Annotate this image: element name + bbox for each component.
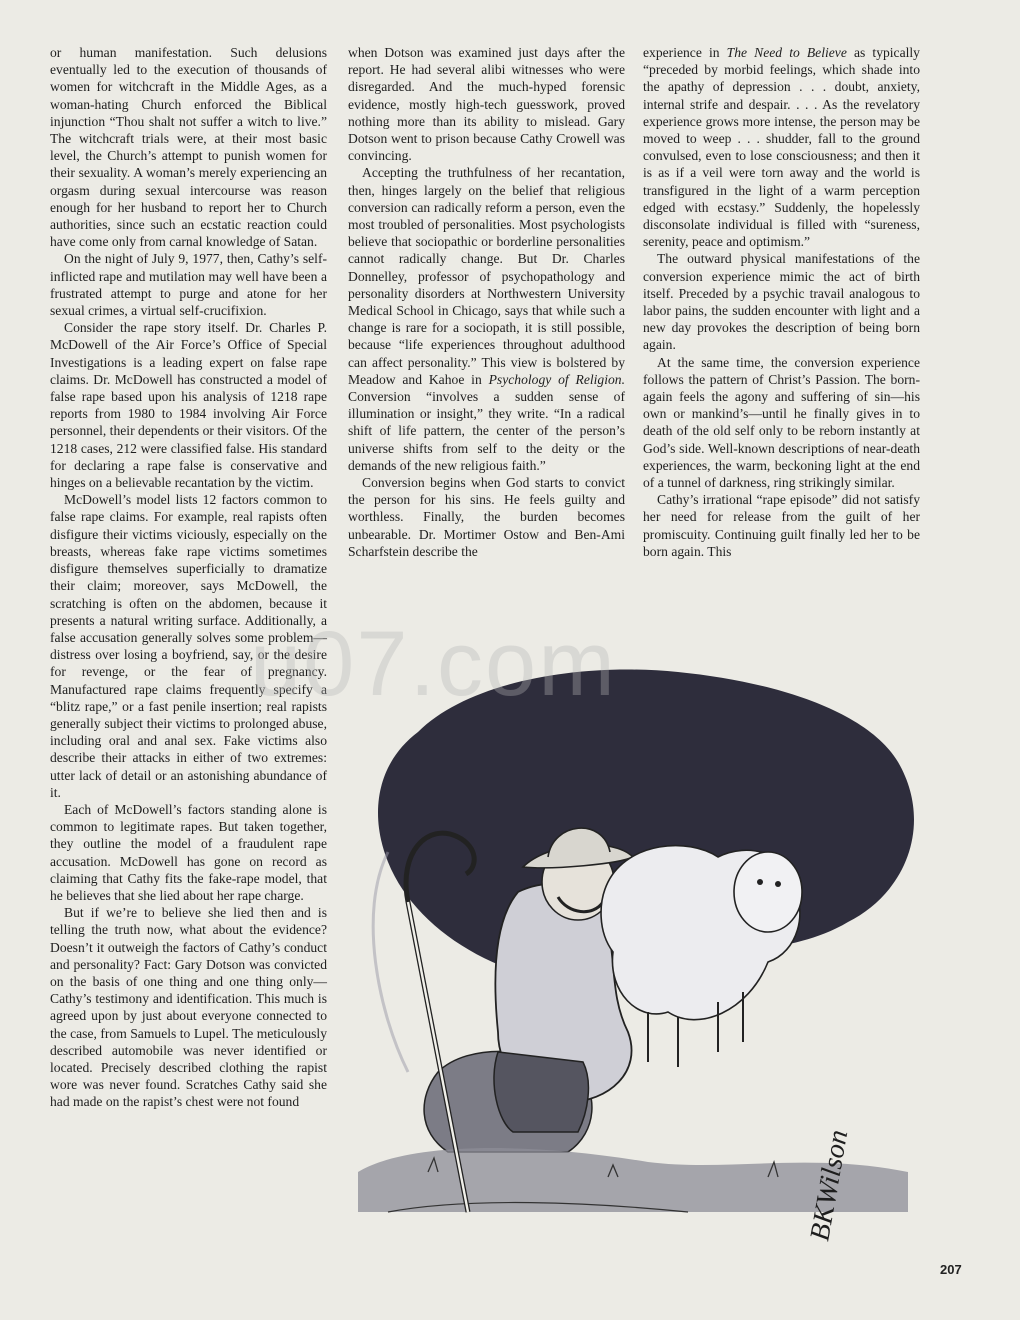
paragraph: But if we’re to believe she lied then and is telling the truth now, what about the evidence? Doesn’t it outweigh the factors of Cathy’s conduct and personality? Fact: Gary Dotson was convicted on the basis of one thing and one thing only—Cathy’s testimony and identification. This much is agreed upon by just about everyone connected to the case, from Samuels to Lupel. The meticulously described automobile was never identified or located. Precisely described clothing the rapist wore was never found. Scratches Cathy said she had made on the rapist’s chest were not found bbox=[50, 905, 327, 1110]
book-title: The Need to Believe bbox=[726, 45, 847, 60]
paragraph: or human manifestation. Such delusions eventually led to the execution of thousands of women for witchcraft in the Middle Ages, as a woman-hating Church enforced the Biblical injunction “Thou shalt not suffer a witch to live.” The witchcraft trials were, at their most basic level, the Church’s attempt to punish women for their sexuality. A woman’s merely experiencing an orgasm during sexual intercourse was reason enough for her husband to report her to Church authorities, since such an ecstatic reaction could have come only from carnal knowledge of Satan. bbox=[50, 45, 327, 250]
paragraph-text: Conversion “involves a sudden sense of illumination or insight,” they write. “In a radical shift of life pattern, the center of the person’s universe shifts from self to the deity or the demands of the new religious faith.” bbox=[348, 389, 625, 473]
book-title: Psychology of Religion. bbox=[488, 371, 625, 387]
paragraph: On the night of July 9, 1977, then, Cathy’s self-inflicted rape and mutilation may well have been a frustrated attempt to purge and atone for her sexual crimes, a virtual self-crucifixion. bbox=[50, 251, 327, 319]
text-column-right bbox=[643, 44, 920, 560]
paragraph: McDowell’s model lists 12 factors common to false rape claims. For example, real rapists often disfigure their victims viciously, especially on the breasts, whereas fake rape victims sometimes disfigure themselves superficially to dramatize their claim; moreover, says McDowell, the scratching is often on the abdomen, because it presents a natural writing surface. Additionally, a false accusation generally solves some problem—distress over losing a boyfriend, say, or the desire for revenge, or the fear of pregnancy. Manufactured rape claims frequently specify a “blitz rape,” or a fast penile insertion; real rapists generally subject their victims to prolonged abuse, including oral and anal sex. Fake victims also describe their attacks in either of two extremes: utter lack of detail or an astonishing abundance of it. bbox=[50, 492, 327, 800]
paragraph: Each of McDowell’s factors standing alone is common to legitimate rapes. But taken together, they outline the model of a fraudulent rape accusation. McDowell has gone on record as claiming that Cathy fits the fake-rape model, that he believes that she lied about her rape charge. bbox=[50, 801, 327, 903]
paragraph: when Dotson was examined just days after the report. He had several alibi witnesses who were disregarded. And the much-hyped forensic evidence, mostly high-tech guesswork, proved nothing more than its ability to mislead. Gary Dotson went to prison because Cathy Crowell was convincing. bbox=[348, 45, 625, 164]
artist-signature: BKWilson bbox=[804, 1127, 855, 1244]
paragraph: Consider the rape story itself. Dr. Charles P. McDowell of the Air Force’s Office of Special Investigations is a leading expert on false rape claims. Dr. McDowell has constructed a model of false rape based upon his analysis of 1218 rape reports from 1980 to 1984 involving Air Force personnel, their dependents or their visitors. Of the 1218 cases, 212 were classified false. His standard for declaring a rape false is conservative and hinges on a believable recantation by the victim. bbox=[50, 320, 327, 491]
paragraph-text: experience in bbox=[643, 45, 720, 60]
paragraph: At the same time, the conversion experience follows the pattern of Christ’s Passion. The born-again feels the agony and suffering of sin—his own or mankind’s—until he finally gives in to death of the old self only to be reborn instantly at God’s side. Well-known descriptions of near-death experiences, the warm, beckoning light at the end of a tunnel of darkness, ring strikingly similar. bbox=[643, 354, 920, 491]
paragraph bbox=[643, 44, 920, 250]
text-column-left bbox=[50, 44, 327, 1111]
paragraph-text: Accepting the truthfulness of her recantation, then, hinges largely on the belief that religious conversion can radically reform a person, even the most troubled of personalities. Most psychologists believe that sociopathic or borderline personalities cannot radically change. But Dr. Charles Donnelley, professor of psychopathology and personality disorders at Northwestern University Medical School in Chicago, says that while such a change is rare for a sociopath, it is still possible, because “life experiences throughout adulthood can affect personality.” This view is bolstered by Meadow and Kahoe in bbox=[348, 165, 625, 387]
watermark: u07.com bbox=[250, 613, 617, 715]
text-column-middle bbox=[348, 44, 625, 560]
shepherd-cartoon-illustration bbox=[348, 652, 938, 1292]
paragraph-text: as typically “preceded by morbid feelings, which shade into the apathy of depression . . . doubt, anxiety, internal strife and despair. . . . As the revelatory experience grows more intense, the person may be moved to weep . . . shudder, fall to the ground convulsed, even to lose consciousness; and then it is as if a veil were torn away and the world is transfigured in the light of a warm perception edged with ecstasy.” Suddenly, the hopelessly disconsolate individual is filled with “sureness, serenity, peace and optimism.” bbox=[643, 45, 920, 250]
paragraph bbox=[348, 164, 625, 474]
page-number: 207 bbox=[940, 1262, 962, 1277]
paragraph: Cathy’s irrational “rape episode” did not satisfy her need for release from the guilt of her promiscuity. Continuing guilt finally led her to be born again. This bbox=[643, 492, 920, 559]
paragraph: The outward physical manifestations of the conversion experience mimic the act of birth itself. Preceded by a psychic travail analogous to labor pains, the sudden encounter with light and a new day provokes the description of being born again. bbox=[643, 251, 920, 353]
paragraph: Conversion begins when God starts to convict the person for his sins. He feels guilty and worthless. Finally, the burden becomes unbearable. Dr. Mortimer Ostow and Ben-Ami Scharfstein describe the bbox=[348, 475, 625, 559]
